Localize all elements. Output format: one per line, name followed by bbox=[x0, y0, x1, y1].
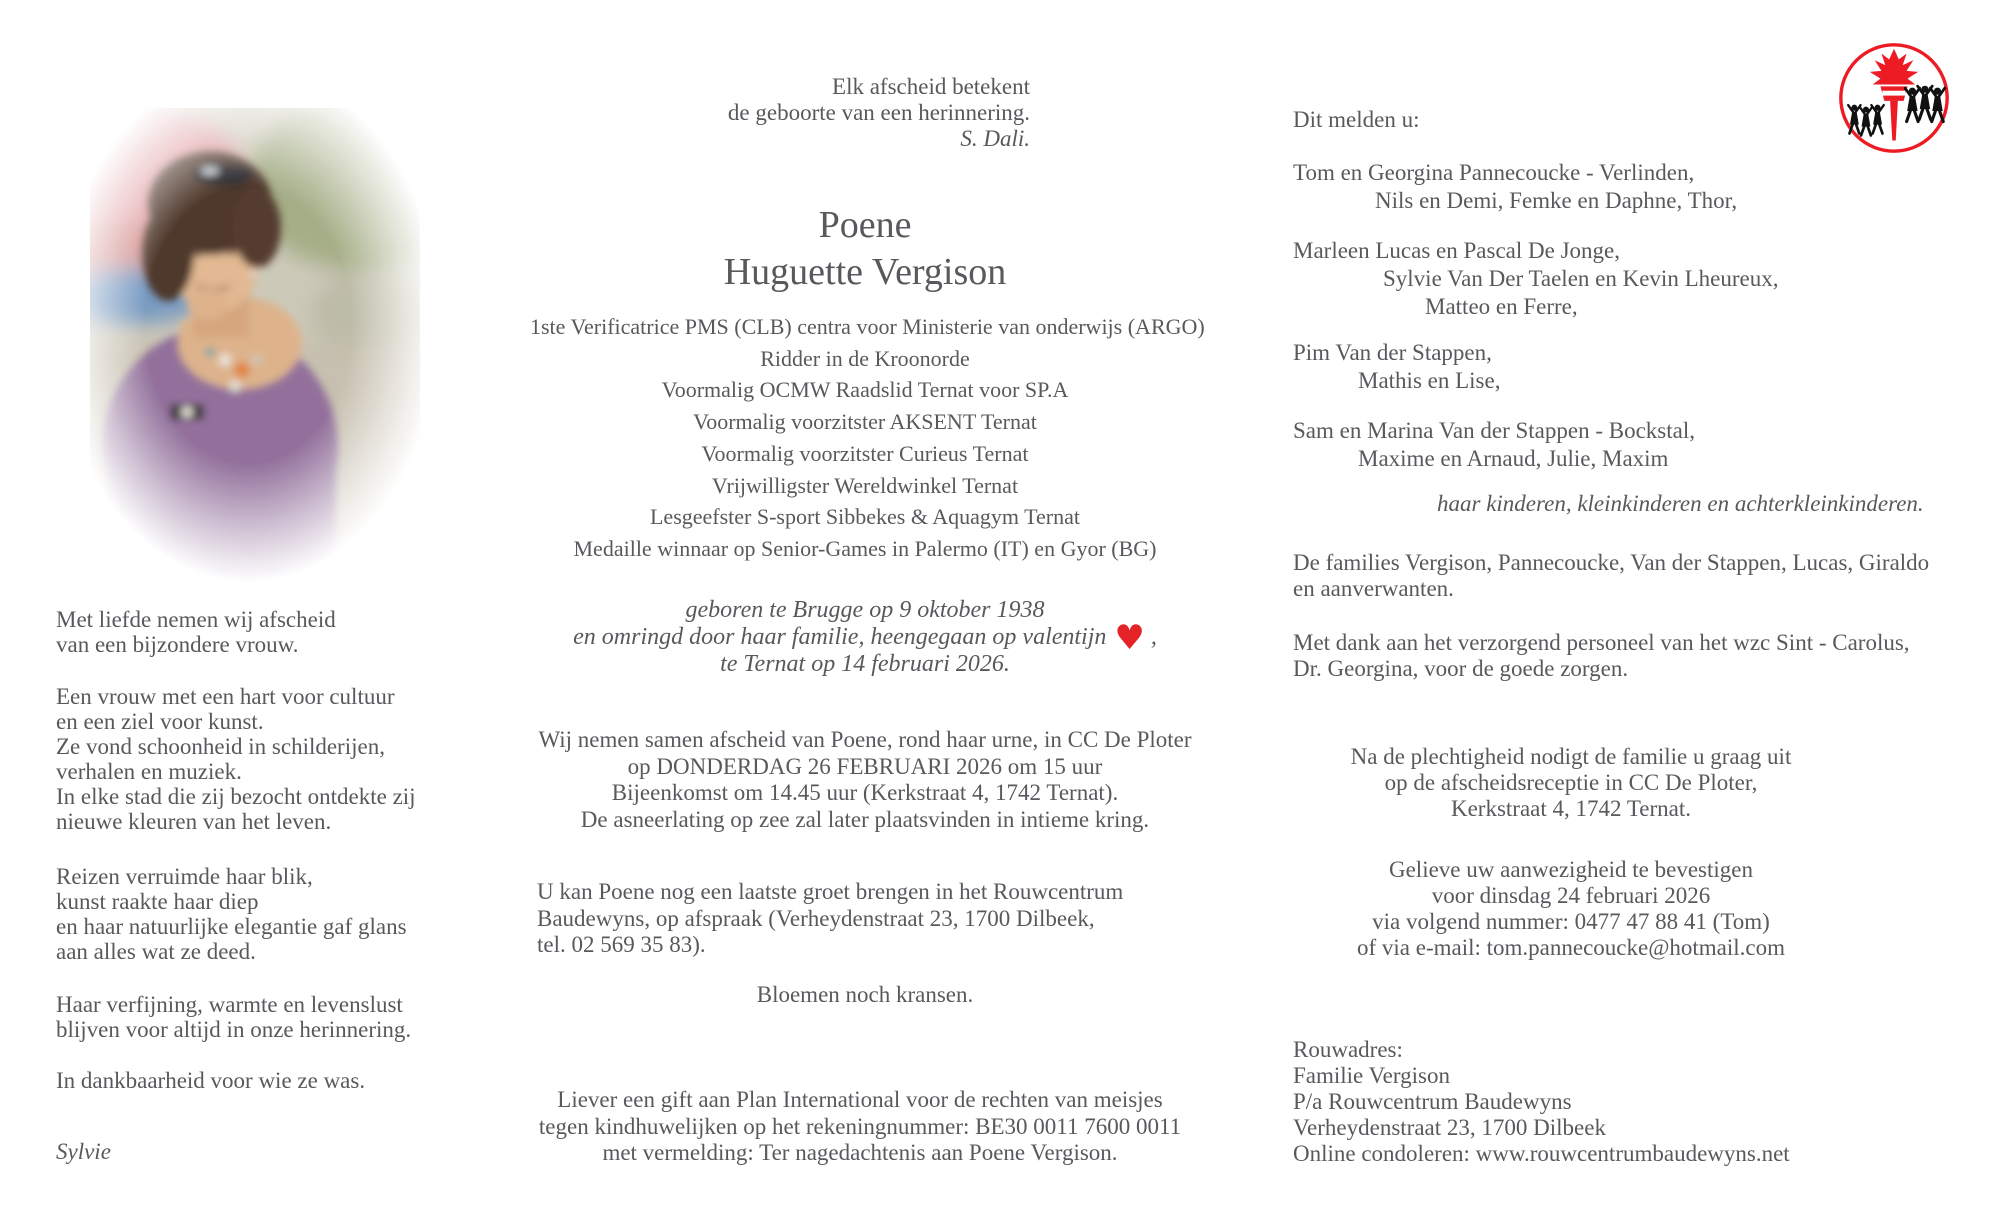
rsvp-line: of via e-mail: tom.pannecoucke@hotmail.com bbox=[1356, 935, 1785, 960]
announcement-intro bbox=[1293, 107, 1419, 133]
ceremony-line: op DONDERDAG 26 FEBRUARI 2026 om 15 uur bbox=[627, 753, 1103, 779]
family-group-4 bbox=[1293, 417, 1695, 473]
families-line: De families Vergison, Pannecoucke, Van der Stappen, Lucas, Giraldo bbox=[1293, 550, 1930, 575]
families-line: en aanverwanten. bbox=[1293, 576, 1454, 601]
family-head: Sam en Marina Van der Stappen - Bockstal, bbox=[1293, 418, 1695, 443]
poem-line: Een vrouw met een hart voor cultuur bbox=[56, 684, 395, 709]
poem-block-2 bbox=[56, 684, 416, 834]
title-line: Medaille winnaar op Senior-Games in Palermo (IT) en Gyor (BG) bbox=[573, 535, 1157, 561]
poem-block-1 bbox=[56, 607, 336, 657]
death-line: en omringd door haar familie, heengegaan op valentijn ♥ , bbox=[573, 618, 1157, 658]
ceremony-details bbox=[530, 727, 1200, 833]
families-note bbox=[1293, 550, 1929, 602]
poem-line: en haar natuurlijke elegantie gaf glans bbox=[56, 914, 407, 939]
poem-line: aan alles wat ze deed. bbox=[56, 939, 256, 964]
family-sub: Nils en Demi, Femke en Daphne, Thor, bbox=[1375, 188, 1738, 213]
reception-line: Na de plechtigheid nodigt de familie u graag uit bbox=[1350, 744, 1792, 769]
visitation-details bbox=[537, 879, 1123, 959]
quote-line: de geboorte van een herinnering. bbox=[727, 100, 1030, 125]
address-line: P/a Rouwcentrum Baudewyns bbox=[1293, 1089, 1572, 1114]
poem-block-5 bbox=[56, 1068, 365, 1093]
poem-line: nieuwe kleuren van het leven. bbox=[56, 809, 332, 834]
family-group-2 bbox=[1293, 237, 1778, 321]
family-group-3 bbox=[1293, 339, 1500, 395]
family-head: Marleen Lucas en Pascal De Jonge, bbox=[1293, 238, 1620, 263]
poem-block-3 bbox=[56, 864, 407, 964]
title-line: Ridder in de Kroonorde bbox=[760, 345, 970, 371]
flowers-line: Bloemen noch kransen. bbox=[756, 982, 974, 1007]
poem-line: Ze vond schoonheid in schilderijen, bbox=[56, 734, 385, 759]
torch-cup-band bbox=[1882, 91, 1905, 96]
descendants-line: haar kinderen, kleinkinderen en achterkleinkinderen. bbox=[1437, 491, 1924, 516]
reception-details bbox=[1291, 744, 1851, 822]
torch-logo bbox=[1836, 40, 1952, 156]
title-line: Voormalig OCMW Raadslid Ternat voor SP.A bbox=[661, 377, 1069, 403]
photo-background bbox=[90, 108, 420, 590]
rsvp-line: voor dinsdag 24 februari 2026 bbox=[1431, 883, 1711, 908]
deceased-nickname: Poene bbox=[818, 204, 912, 246]
ceremony-line: De asneerlating op zee zal later plaatsvinden in intieme kring. bbox=[580, 806, 1150, 832]
birth-line: geboren te Brugge op 9 oktober 1938 bbox=[685, 597, 1045, 623]
signature-name: Sylvie bbox=[56, 1139, 111, 1164]
thanks-line: Dr. Georgina, voor de goede zorgen. bbox=[1293, 656, 1629, 681]
portrait-photo-art bbox=[90, 108, 420, 590]
photo-scenery bbox=[90, 108, 420, 590]
quote-line: Elk afscheid betekent bbox=[832, 74, 1030, 99]
life-dates bbox=[530, 597, 1200, 678]
announce-line: Dit melden u: bbox=[1293, 107, 1420, 132]
family-group-1 bbox=[1293, 159, 1737, 215]
gift-line: tegen kindhuwelijken op het rekeningnummer: BE30 0011 7600 0011 bbox=[538, 1113, 1182, 1139]
deceased-fullname: Huguette Vergison bbox=[723, 251, 1007, 293]
family-sub: Mathis en Lise, bbox=[1358, 368, 1501, 393]
mourning-address bbox=[1293, 1037, 1790, 1167]
reception-line: op de afscheidsreceptie in CC De Ploter, bbox=[1384, 770, 1758, 795]
family-sub: Sylvie Van Der Taelen en Kevin Lheureux, bbox=[1383, 266, 1779, 291]
address-line: Online condoleren: www.rouwcentrumbaudewyns.net bbox=[1293, 1141, 1790, 1166]
address-line: Rouwadres: bbox=[1293, 1037, 1403, 1062]
rsvp-line: via volgend nummer: 0477 47 88 41 (Tom) bbox=[1372, 909, 1770, 934]
poem-block-4 bbox=[56, 992, 411, 1042]
visit-line: tel. 02 569 35 83). bbox=[537, 932, 706, 957]
address-line: Familie Vergison bbox=[1293, 1063, 1450, 1088]
visit-line: U kan Poene nog een laatste groet brengen in het Rouwcentrum bbox=[537, 879, 1124, 904]
death-place-line: te Ternat op 14 februari 2026. bbox=[720, 651, 1010, 677]
quote-attribution: S. Dali. bbox=[960, 126, 1030, 151]
gift-line: Liever een gift aan Plan International voor de rechten van meisjes bbox=[557, 1087, 1163, 1112]
poem-line: Haar verfijning, warmte en levenslust bbox=[56, 992, 403, 1017]
family-sub: Matteo en Ferre, bbox=[1425, 294, 1578, 319]
poem-line: kunst raakte haar diep bbox=[56, 889, 259, 914]
funeral-home-logo bbox=[1836, 40, 1952, 156]
visit-line: Baudewyns, op afspraak (Verheydenstraat 23, 1700 Dilbeek, bbox=[537, 905, 1095, 931]
flowers-note bbox=[530, 982, 1200, 1009]
reception-line: Kerkstraat 4, 1742 Ternat. bbox=[1450, 796, 1692, 821]
signature bbox=[56, 1139, 111, 1164]
poem-line: van een bijzondere vrouw. bbox=[56, 632, 299, 657]
gift-line: met vermelding: Ter nagedachtenis aan Poene Vergison. bbox=[602, 1140, 1118, 1165]
thanks-note bbox=[1293, 630, 1910, 682]
portrait-photo bbox=[90, 108, 420, 590]
title-line: Lesgeefster S-sport Sibbekes & Aquagym Ternat bbox=[649, 504, 1081, 530]
opening-quote bbox=[530, 74, 1030, 152]
family-head: Pim Van der Stappen, bbox=[1293, 340, 1492, 365]
rsvp-details bbox=[1291, 857, 1851, 961]
poem-line: Met liefde nemen wij afscheid bbox=[56, 607, 336, 632]
thanks-line: Met dank aan het verzorgend personeel van het wzc Sint - Carolus, bbox=[1293, 630, 1910, 655]
title-line: Voormalig voorzitster AKSENT Ternat bbox=[693, 409, 1037, 435]
titles-list bbox=[530, 311, 1205, 565]
poem-line: en een ziel voor kunst. bbox=[56, 709, 264, 734]
family-sub: Maxime en Arnaud, Julie, Maxim bbox=[1358, 446, 1669, 471]
death-line-text: en omringd door haar familie, heengegaan op valentijn bbox=[573, 624, 1107, 650]
rsvp-line: Gelieve uw aanwezigheid te bevestigen bbox=[1388, 857, 1753, 882]
descendants-note bbox=[1437, 491, 1924, 517]
ceremony-line: Bijeenkomst om 14.45 uur (Kerkstraat 4, 1742 Ternat). bbox=[611, 780, 1119, 805]
death-line-comma: , bbox=[1150, 624, 1157, 650]
poem-line: In dankbaarheid voor wie ze was. bbox=[56, 1068, 366, 1093]
address-line: Verheydenstraat 23, 1700 Dilbeek bbox=[1293, 1115, 1606, 1140]
poem-line: In elke stad die zij bezocht ontdekte zij bbox=[56, 784, 416, 809]
title-line: Vrijwilligster Wereldwinkel Ternat bbox=[711, 472, 1019, 498]
poem-line: blijven voor altijd in onze herinnering. bbox=[56, 1017, 412, 1042]
family-head: Tom en Georgina Pannecoucke - Verlinden, bbox=[1293, 160, 1695, 185]
poem-line: verhalen en muziek. bbox=[56, 759, 242, 784]
ceremony-line: Wij nemen samen afscheid van Poene, rond haar urne, in CC De Ploter bbox=[538, 727, 1192, 752]
deceased-name bbox=[530, 202, 1200, 296]
photo-figure bbox=[102, 151, 338, 590]
gift-note bbox=[525, 1087, 1195, 1167]
title-line: Voormalig voorzitster Curieus Ternat bbox=[701, 440, 1029, 466]
poem-line: Reizen verruimde haar blik, bbox=[56, 864, 313, 889]
title-line: 1ste Verificatrice PMS (CLB) centra voor Ministerie van onderwijs (ARGO) bbox=[530, 314, 1205, 339]
